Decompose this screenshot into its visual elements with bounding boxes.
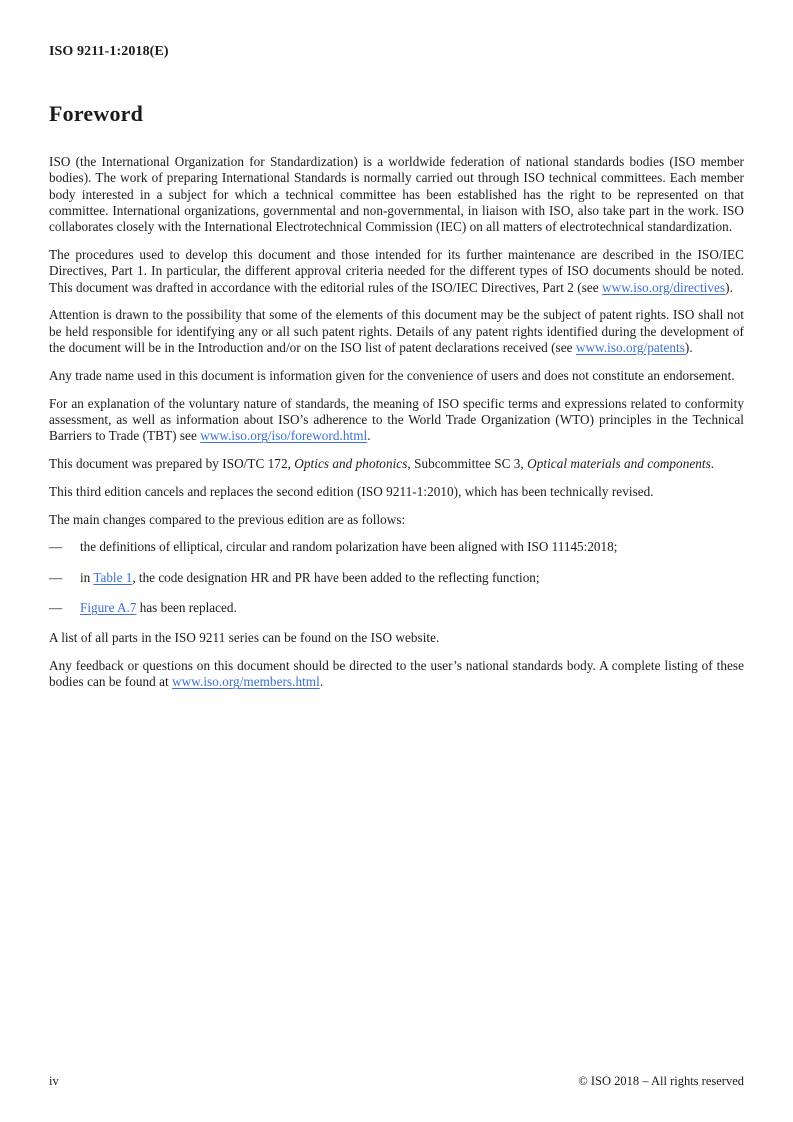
text-run: in bbox=[80, 569, 94, 585]
page-footer bbox=[49, 1074, 744, 1089]
text-run: Any feedback or questions on this document should be directed to the user’s national standards body. A complete listing of these bodies can be found at bbox=[49, 658, 744, 690]
paragraph bbox=[49, 456, 744, 472]
paragraph bbox=[49, 368, 744, 384]
text-run: . bbox=[710, 455, 715, 471]
page-title: Foreword bbox=[49, 101, 144, 126]
paragraph bbox=[49, 484, 744, 500]
foreword-body bbox=[49, 154, 744, 691]
text-run: ). bbox=[725, 279, 733, 295]
hyperlink[interactable]: www.iso.org/directives bbox=[602, 279, 726, 295]
hyperlink[interactable]: www.iso.org/patents bbox=[575, 339, 685, 355]
text-run: The procedures used to develop this document and those intended for its further maintenance are described in the ISO/IEC Directives, Part 1. In particular, the different approval criteria needed for the different types of ISO documents should be noted. This document was drafted in accordance with the editorial rules of the ISO/IEC Directives, Part 2 (see bbox=[49, 246, 744, 295]
list-item-text bbox=[80, 539, 744, 555]
text-run: ). bbox=[684, 339, 693, 355]
text-run: the definitions of elliptical, circular and random polarization have been aligned with ISO 11145:2018; bbox=[80, 539, 618, 555]
document-reference: ISO 9211-1:2018(E) bbox=[49, 44, 169, 59]
hyperlink[interactable]: Figure A.7 bbox=[80, 599, 137, 615]
change-list-item bbox=[49, 539, 744, 555]
text-run: Any trade name used in this document is information given for the convenience of users and does not constitute an endorsement. bbox=[49, 367, 735, 383]
hyperlink[interactable]: Table 1 bbox=[93, 569, 133, 585]
paragraph bbox=[49, 658, 744, 691]
text-run: . bbox=[367, 428, 371, 444]
paragraph bbox=[49, 307, 744, 356]
list-dash: — bbox=[49, 599, 63, 615]
paragraph bbox=[49, 247, 744, 296]
paragraph bbox=[49, 154, 744, 235]
paragraph bbox=[49, 630, 744, 646]
copyright-notice: © ISO 2018 – All rights reserved bbox=[578, 1074, 744, 1088]
hyperlink[interactable]: www.iso.org/iso/foreword.html bbox=[200, 428, 368, 444]
text-run: The main changes compared to the previous edition are as follows: bbox=[49, 511, 406, 527]
italic-text: Optics and photonics bbox=[294, 455, 408, 471]
list-item-text bbox=[80, 600, 744, 616]
text-run: , Subcommittee SC 3, bbox=[407, 455, 528, 471]
text-run: , the code designation HR and PR have been added to the reflecting function; bbox=[132, 569, 540, 585]
list-item-text bbox=[80, 570, 744, 586]
paragraph bbox=[49, 396, 744, 445]
text-run: A list of all parts in the ISO 9211 series can be found on the ISO website. bbox=[49, 630, 440, 646]
text-run: . bbox=[319, 674, 324, 690]
paragraph bbox=[49, 512, 744, 528]
list-dash: — bbox=[49, 569, 63, 585]
text-run: ISO (the International Organization for Standardization) is a worldwide federation of national standards bodies (ISO member bodies). The work of preparing International Standards is normally carried out through ISO technical committees. Each member body interested in a subject for which a technical committee has been established has the right to be represented on that committee. International organizations, governmental and non-governmental, in liaison with ISO, also take part in the work. ISO collaborates closely with the International Electrotechnical Commission (IEC) on all matters of electrotechnical standardization. bbox=[49, 154, 744, 235]
text-run: has been replaced. bbox=[136, 599, 237, 615]
text-run: For an explanation of the voluntary nature of standards, the meaning of ISO specific terms and expressions related to conformity assessment, as well as information about ISO’s adherence to the World Trade Organization (WTO) principles in the Technical Barriers to Trade (TBT) see bbox=[49, 395, 744, 444]
text-run: This third edition cancels and replaces the second edition (ISO 9211-1:2010), which has been technically revised. bbox=[49, 483, 654, 499]
page-number: iv bbox=[49, 1074, 59, 1088]
hyperlink[interactable]: www.iso.org/members.html bbox=[172, 674, 320, 690]
change-list-item bbox=[49, 570, 744, 586]
italic-text: Optical materials and components bbox=[527, 455, 711, 471]
text-run: Attention is drawn to the possibility that some of the elements of this document may be the subject of patent rights. ISO shall not be held responsible for identifying any or all such patent rights. Details of any patent rights identified during the development of the document will be in the Introduction and/or on the ISO list of patent declarations received (see bbox=[49, 307, 744, 355]
change-list-item bbox=[49, 600, 744, 616]
text-run: This document was prepared by ISO/TC 172, bbox=[49, 455, 295, 471]
list-dash: — bbox=[49, 539, 63, 555]
